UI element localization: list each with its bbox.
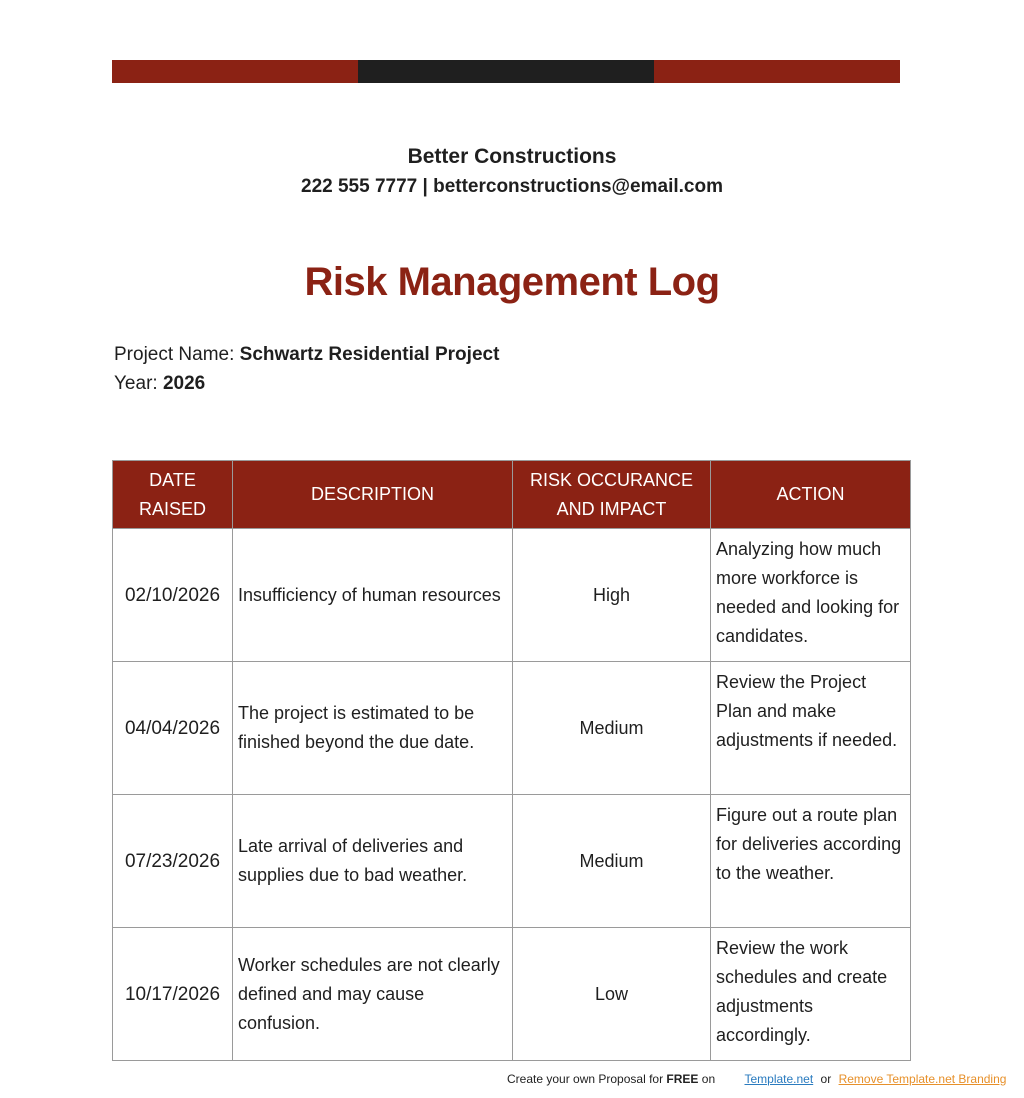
cell-date: 10/17/2026	[113, 928, 233, 1061]
cell-action: Review the Project Plan and make adjustments if needed.	[711, 662, 911, 795]
header-date-raised: DATE RAISED	[113, 461, 233, 529]
cell-risk-level: Medium	[513, 662, 711, 795]
cell-risk-level: Low	[513, 928, 711, 1061]
footer-or: or	[820, 1072, 832, 1086]
project-name-label: Project Name:	[114, 344, 235, 365]
footer-free: FREE	[666, 1072, 699, 1086]
cell-description: Insufficiency of human resources	[233, 529, 513, 662]
cell-description: Late arrival of deliveries and supplies due to bad weather.	[233, 795, 513, 928]
template-net-link[interactable]: Template.net	[744, 1072, 814, 1086]
top-bar-red-left	[112, 60, 358, 83]
table-row	[113, 529, 911, 662]
table-row	[113, 795, 911, 928]
header-risk-occurance-impact: RISK OCCURANCE AND IMPACT	[513, 461, 711, 529]
remove-branding-link[interactable]: Remove Template.net Branding	[838, 1072, 1007, 1086]
header-description: DESCRIPTION	[233, 461, 513, 529]
cell-description: The project is estimated to be finished beyond the due date.	[233, 662, 513, 795]
year-label: Year:	[114, 373, 158, 394]
header-action: ACTION	[711, 461, 911, 529]
footer-branding	[507, 1072, 1006, 1086]
cell-date: 07/23/2026	[113, 795, 233, 928]
decorative-top-bar	[112, 60, 900, 83]
page-title: Risk Management Log	[304, 260, 720, 304]
cell-action: Figure out a route plan for deliveries according to the weather.	[711, 795, 911, 928]
table-row	[113, 928, 911, 1061]
top-bar-red-right	[654, 60, 900, 83]
footer-prefix: Create your own Proposal for	[507, 1072, 664, 1086]
cell-action: Review the work schedules and create adjustments accordingly.	[711, 928, 911, 1061]
company-contact: 222 555 7777 | betterconstructions@email.com	[301, 176, 723, 197]
cell-description: Worker schedules are not clearly defined and may cause confusion.	[233, 928, 513, 1061]
cell-risk-level: High	[513, 529, 711, 662]
cell-date: 02/10/2026	[113, 529, 233, 662]
year-value: 2026	[162, 373, 206, 394]
project-name-value: Schwartz Residential Project	[239, 344, 500, 365]
risk-log-table	[112, 460, 911, 1061]
company-name: Better Constructions	[407, 145, 617, 168]
project-name-line	[114, 344, 499, 366]
top-bar-dark-middle	[358, 60, 654, 83]
footer-on: on	[701, 1072, 716, 1086]
year-line	[114, 373, 205, 395]
table-row	[113, 662, 911, 795]
table-header-row	[113, 461, 911, 529]
cell-date: 04/04/2026	[113, 662, 233, 795]
cell-risk-level: Medium	[513, 795, 711, 928]
cell-action: Analyzing how much more workforce is needed and looking for candidates.	[711, 529, 911, 662]
